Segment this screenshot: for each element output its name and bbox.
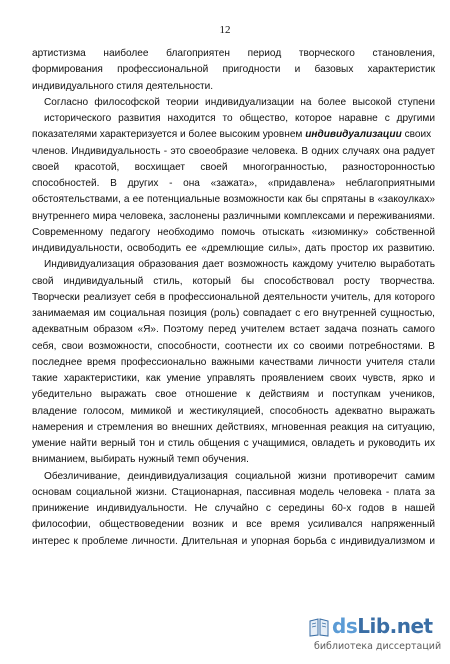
text-line-content: философии, обществоведении возник и все время усиливался напряженный xyxy=(32,519,435,531)
text-line-content: убедительно выражать свое отношение к действиям и поступкам учеников, xyxy=(32,389,435,401)
open-book-icon xyxy=(308,616,330,638)
text-line xyxy=(32,257,435,273)
text-line-content: исторического развития находится то общество, которое наравне с другими xyxy=(44,113,435,124)
text-line-content: Обезличивание, деиндивидуализация социальной жизни противоречит самим xyxy=(44,470,435,482)
text-line-content: интерес к проблеме личности. Длительная и упорная борьба с индивидуализмом и xyxy=(32,535,435,547)
text-line xyxy=(32,517,435,533)
text-line-content: Согласно философской теории индивидуализации на более высокой ступени xyxy=(44,96,435,108)
text-line-content: способностей. В других - она «зажата», «придавлена» неблагоприятными xyxy=(32,178,435,189)
text-line-content: индивидуального стиля деятельности. xyxy=(32,80,214,92)
text-line-content: владение голосом, мимикой и жестикуляцией, способность адекватно выражать xyxy=(32,405,435,417)
text-line-content: принижение индивидуальности. Не случайно с середины 60-х годов в нашей xyxy=(32,503,435,514)
text-line-content: умение найти верный тон и стиль общения с учащимися, овладеть и руководить их xyxy=(32,438,435,449)
page-number: 12 xyxy=(219,24,231,36)
text-line xyxy=(32,46,435,62)
text-line-content: основам социальной жизни. Стационарная, пассивная модель человека - плата за xyxy=(32,486,435,498)
text-line-content: намерения и стремления во внешних действиях, мгновенная реакция на ситуацию, xyxy=(32,421,435,433)
text-line xyxy=(32,160,435,176)
text-line xyxy=(32,322,435,338)
text-line-content: себя, свои возможности, способности, соотнести их со своими потребностями. В xyxy=(32,340,435,352)
text-line xyxy=(32,127,435,143)
text-line-content: Индивидуализация образования дает возможность каждому учителю выработать xyxy=(44,259,435,271)
text-line xyxy=(32,290,435,306)
text-line xyxy=(32,62,435,78)
text-line xyxy=(32,420,435,436)
text-line-content: индивидуальности, освободить ее «дремлющие силы», дать простор их развитию. xyxy=(32,243,435,254)
text-line-content: вниманием, выбирать нужный темп обучения. xyxy=(32,454,249,466)
text-line xyxy=(32,274,435,290)
text-line-content: последнее время профессионально важными качествами личности учителя стали xyxy=(32,356,435,368)
text-line xyxy=(32,355,435,371)
text-line xyxy=(32,79,435,95)
text-line xyxy=(32,241,435,257)
watermark-title: dsLib.net xyxy=(332,614,433,638)
text-line xyxy=(32,192,435,208)
text-line-content: показателями характеризуется и более высоким уровнем xyxy=(32,129,303,141)
text-line xyxy=(32,387,435,403)
text-line-content: артистизма наиболее благоприятен период творческого становления, xyxy=(32,48,435,59)
text-line-content: адекватным образом «Я». Поэтому перед учителем встает задача познать самого xyxy=(32,324,435,336)
text-line xyxy=(32,225,435,241)
text-line-content: своей красотой, восхищает своей многогранностью, разносторонностью xyxy=(32,161,435,173)
text-line xyxy=(32,534,435,550)
text-line-content: внутреннего мира человека, заслонены различными комплексами и переживаниями. xyxy=(32,210,435,222)
text-line-content: членов. Индивидуальность - это своеобразие человека. В одних случаях она радует xyxy=(32,145,435,157)
text-line xyxy=(32,452,435,468)
emphasis-term: индивидуализации xyxy=(305,129,402,141)
text-line xyxy=(32,209,435,225)
watermark-subtitle: библиотека диссертаций xyxy=(314,641,442,652)
text-line xyxy=(32,176,435,192)
text-line xyxy=(32,144,435,160)
text-line xyxy=(32,436,435,452)
text-line xyxy=(32,469,435,485)
text-line-content: формирования профессиональной пригодности и базовых характеристик xyxy=(32,64,435,76)
text-line xyxy=(32,485,435,501)
text-line-content: свой индивидуальный стиль, который бы способствовал росту творчества. xyxy=(32,275,435,287)
watermark xyxy=(308,614,440,656)
text-line-content: занимаемая им социальная позиция (роль) совпадает с его внутренней сущностью, xyxy=(32,308,435,319)
text-line-content: Современному педагогу необходимо помочь отыскать «изюминку» собственной xyxy=(32,226,435,238)
text-line xyxy=(32,306,435,322)
text-line-tail: своих xyxy=(401,129,432,141)
text-line xyxy=(32,371,435,387)
text-line-content: обстоятельствами, а ее потенциальные возможности как бы спрятаны в «закоулках» xyxy=(32,194,435,206)
text-line-content: такие характеристики, как умение управлять проявлением своих чувств, ярко и xyxy=(32,373,435,384)
text-line xyxy=(32,404,435,420)
text-line xyxy=(32,111,435,127)
body-text xyxy=(32,46,435,550)
text-line xyxy=(32,95,435,111)
text-line-content: Творчески реализует себя в профессиональной деятельности учитель, для которого xyxy=(32,291,435,303)
text-line xyxy=(32,501,435,517)
text-line xyxy=(32,339,435,355)
